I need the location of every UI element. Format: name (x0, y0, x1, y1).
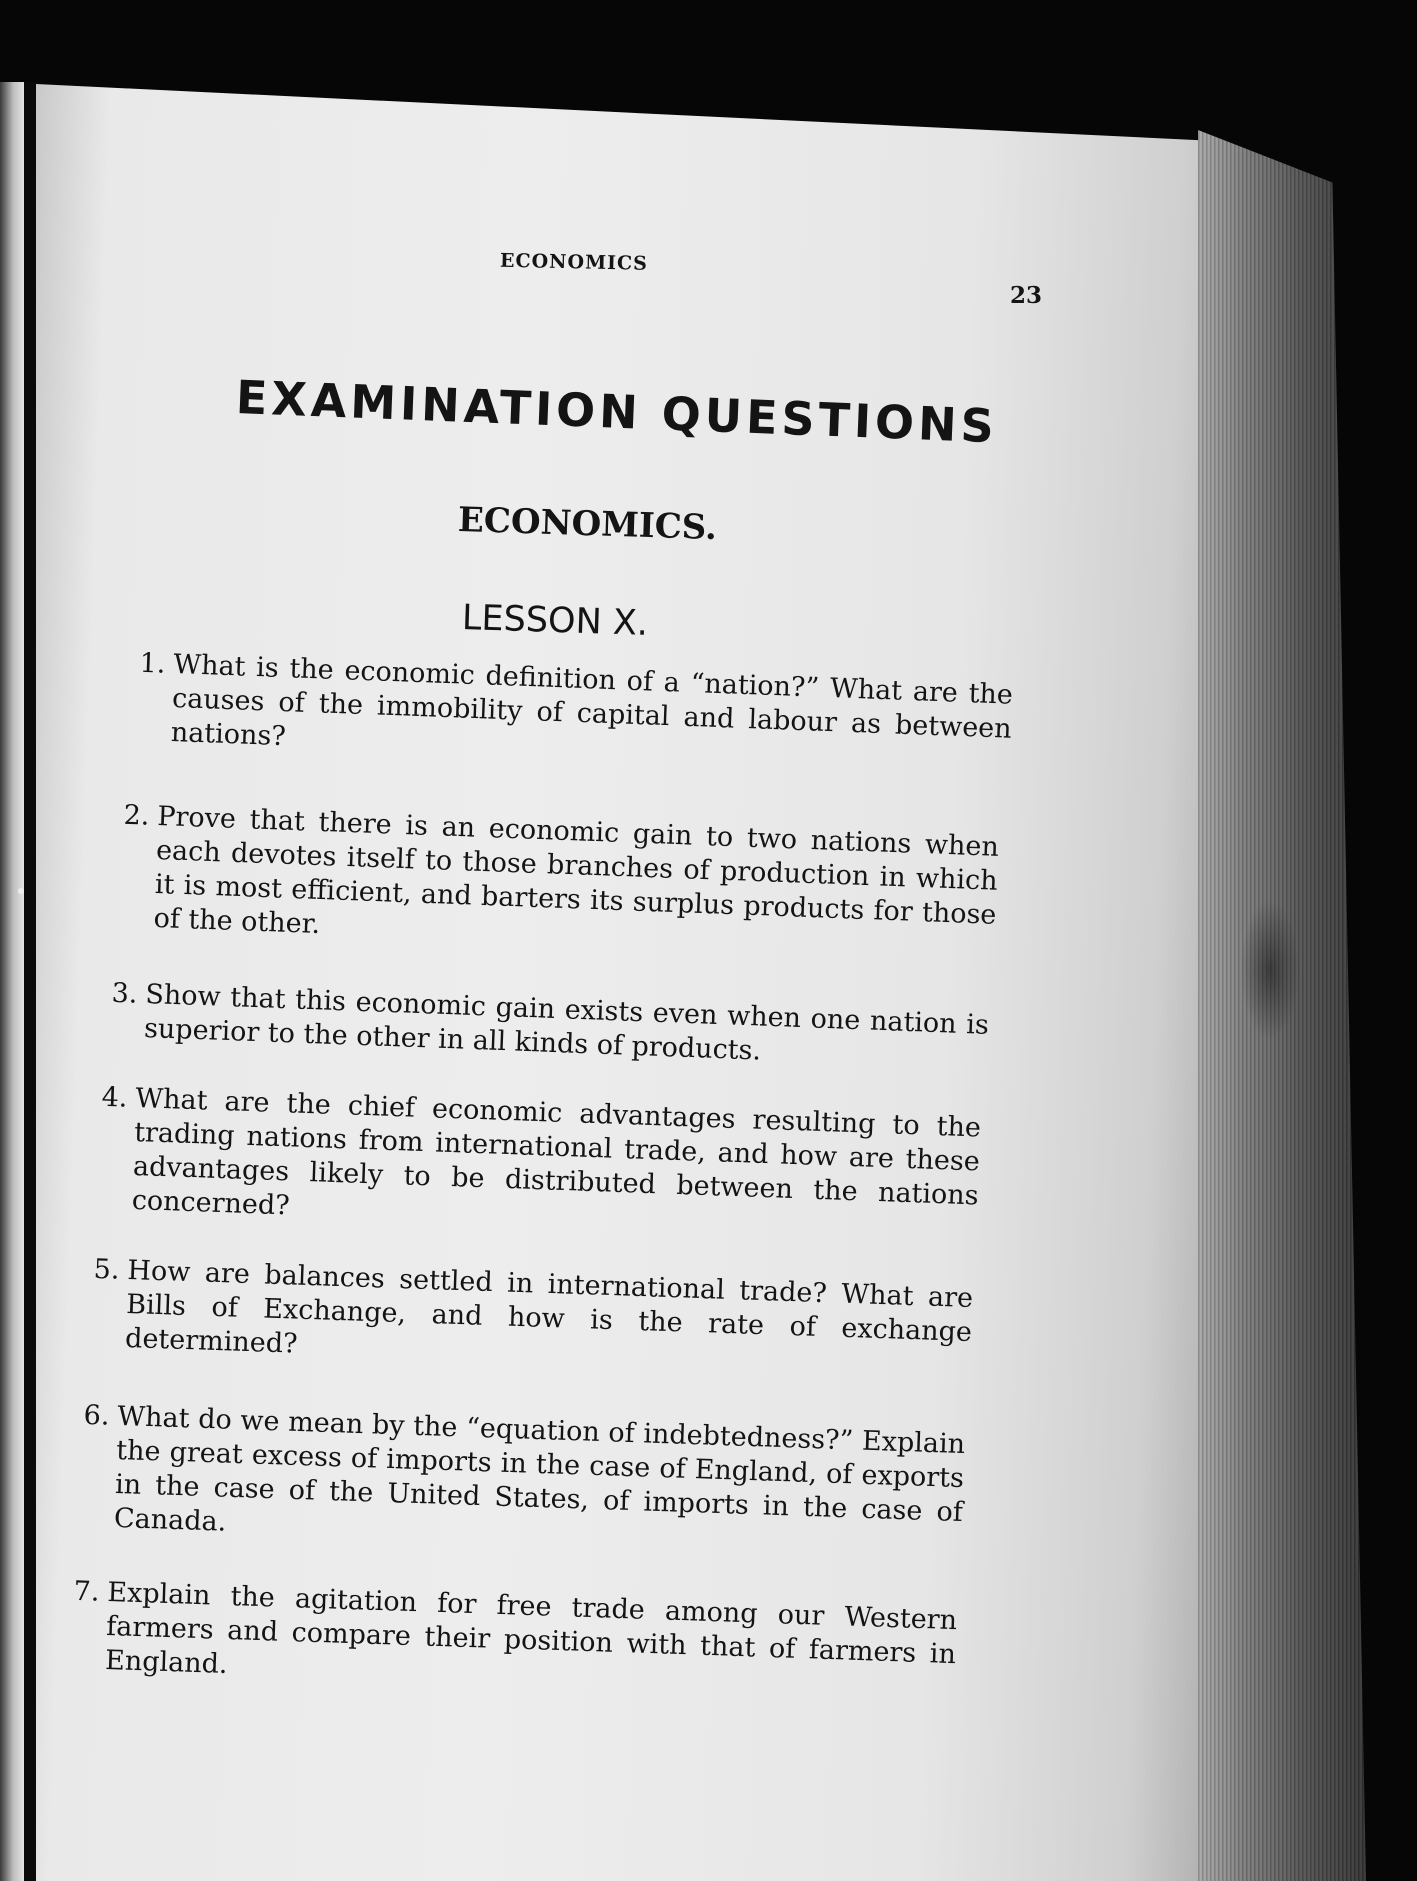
question-item (73, 1575, 958, 1706)
question-number: 7. (73, 1575, 100, 1608)
question-text: What do we mean by the “equation of indebtedness?” Explain the great excess of imports in the case of England, of exports in the case of the United States, of imports in the case of Canada. (113, 1400, 966, 1538)
question-item (83, 1399, 966, 1564)
running-head: ECONOMICS (499, 249, 649, 275)
question-number: 4. (101, 1081, 128, 1114)
question-number: 6. (83, 1399, 110, 1432)
question-number: 5. (93, 1253, 120, 1286)
question-number: 3. (111, 977, 138, 1010)
question-item (93, 1253, 974, 1384)
question-item (111, 977, 990, 1077)
question-text: Show that this economic gain exists even when one nation is superior to the other in all kinds of products. (143, 978, 990, 1067)
question-number: 2. (123, 799, 150, 832)
question-text: How are balances settled in international trade? What are Bills of Exchange, and how is the rate of exchange determined? (124, 1254, 974, 1360)
question-item (123, 799, 1000, 967)
page-number: 23 (1010, 282, 1043, 309)
question-item (139, 647, 1014, 781)
question-item (101, 1081, 982, 1247)
question-text: Prove that there is an economic gain to two nations when each devotes itself to those branches of production in which it is most efficient, and barters its surplus products for those of the other. (153, 800, 1000, 941)
lesson-heading: LESSON X. (461, 598, 649, 644)
question-text: What are the chief economic advantages resulting to the trading nations from international trade, and how are these advantages likely to be distributed between the nations concerned? (131, 1082, 982, 1222)
question-text: What is the economic definition of a “nation?” What are the causes of the immobility of capital and labour as between nations? (170, 648, 1014, 753)
section-subtitle: ECONOMICS. (457, 500, 718, 549)
question-text: Explain the agitation for free trade among our Western farmers and compare their position with that of farmers in England. (104, 1576, 958, 1681)
page-title: EXAMINATION QUESTIONS (234, 370, 999, 454)
question-number: 1. (139, 647, 166, 680)
